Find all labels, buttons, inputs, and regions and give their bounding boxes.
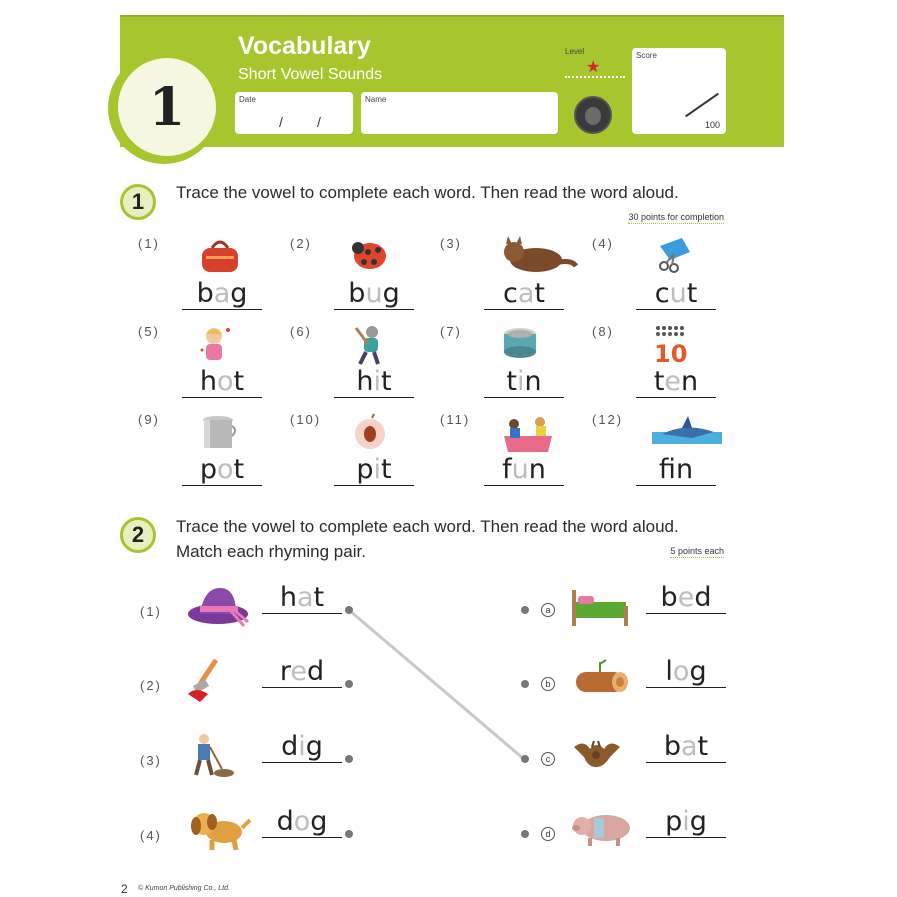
word-suffix: t — [686, 278, 698, 309]
trace-vowel[interactable]: i — [373, 366, 382, 397]
score-field[interactable] — [632, 48, 726, 134]
trace-vowel[interactable]: i — [516, 366, 525, 397]
option-letter: c — [541, 752, 555, 766]
trace-vowel[interactable]: i — [373, 454, 382, 485]
trace-vowel[interactable]: o — [217, 366, 234, 397]
word-prefix: f — [658, 454, 676, 485]
trace-vowel[interactable]: u — [669, 278, 687, 309]
section-2-instruction-line-2: Match each rhyming pair. — [176, 542, 366, 561]
match-dot-right[interactable] — [521, 606, 529, 614]
word-suffix: t — [233, 366, 245, 397]
date-separator: / — [317, 114, 321, 130]
score-label: Score — [636, 51, 657, 60]
shark-fin-icon — [652, 412, 722, 453]
word-suffix: g — [310, 806, 328, 837]
word-blank[interactable] — [636, 454, 716, 486]
word-blank[interactable] — [646, 806, 726, 838]
trace-vowel[interactable]: u — [511, 454, 529, 485]
match-dot-left[interactable] — [345, 830, 353, 838]
trace-vowel[interactable]: e — [664, 366, 682, 397]
header-top-line — [120, 15, 784, 17]
section-2-badge — [120, 517, 156, 553]
trace-vowel[interactable]: u — [365, 278, 383, 309]
item-number: (5) — [138, 324, 160, 339]
match-dot-left[interactable] — [345, 755, 353, 763]
tin-can-icon — [500, 324, 540, 367]
item-number: (6) — [290, 324, 312, 339]
word-prefix: c — [654, 278, 670, 309]
trace-vowel[interactable]: i — [682, 806, 690, 837]
level-label: Level — [565, 47, 585, 56]
trace-vowel[interactable]: o — [293, 806, 311, 837]
word-suffix: n — [528, 454, 546, 485]
peach-pit-icon — [350, 412, 390, 457]
word-suffix: g — [305, 731, 323, 762]
item-number: (2) — [290, 236, 312, 251]
word-blank[interactable] — [334, 278, 414, 310]
item-number: (11) — [440, 412, 471, 427]
word-suffix: g — [689, 806, 707, 837]
item-number: (1) — [140, 604, 162, 619]
svg-text:10: 10 — [654, 340, 688, 364]
match-dot-right[interactable] — [521, 680, 529, 688]
word-prefix: b — [660, 582, 678, 613]
word-suffix: t — [534, 278, 545, 309]
digging-man-icon — [186, 733, 236, 784]
word-blank[interactable] — [262, 806, 342, 838]
scissors-paper-icon — [652, 236, 692, 279]
option-letter: b — [541, 677, 555, 691]
section-2-points: 5 points each — [670, 546, 724, 556]
item-number: (4) — [592, 236, 614, 251]
word-prefix: h — [356, 366, 374, 397]
trace-vowel[interactable]: e — [290, 656, 307, 687]
name-label: Name — [365, 95, 387, 104]
word-blank[interactable] — [182, 366, 262, 398]
trace-vowel[interactable]: o — [217, 454, 234, 485]
word-blank[interactable] — [484, 454, 564, 486]
word-blank[interactable] — [182, 454, 262, 486]
word-suffix: t — [381, 366, 392, 397]
word-blank[interactable] — [182, 278, 262, 310]
date-label: Date — [239, 95, 256, 104]
trace-vowel[interactable]: a — [296, 582, 314, 613]
word-prefix: d — [276, 806, 294, 837]
hot-girl-icon — [198, 324, 234, 371]
trace-vowel[interactable]: a — [517, 278, 535, 309]
word-suffix: g — [689, 656, 707, 687]
word-blank[interactable] — [484, 278, 564, 310]
date-separator: / — [279, 114, 283, 130]
copyright: © Kumon Publishing Co., Ltd. — [138, 885, 230, 892]
picnic-icon — [500, 412, 556, 457]
word-prefix: b — [663, 731, 681, 762]
section-1-points: 30 points for completion — [628, 212, 724, 222]
word-blank[interactable] — [334, 366, 414, 398]
lesson-circle — [118, 58, 216, 156]
trace-vowel[interactable]: i — [298, 731, 306, 762]
pig-icon — [570, 808, 640, 853]
word-blank[interactable] — [262, 582, 342, 614]
word-prefix: t — [506, 366, 517, 397]
word-suffix: n — [681, 366, 699, 397]
lesson-number: 1 — [148, 76, 186, 138]
match-dot-left[interactable] — [345, 680, 353, 688]
word-suffix: n — [675, 454, 694, 485]
item-number: (10) — [290, 412, 322, 427]
item-number: (8) — [592, 324, 614, 339]
word-blank[interactable] — [646, 656, 726, 688]
bag-icon — [198, 236, 242, 281]
section-1-instruction: Trace the vowel to complete each word. Then read the word aloud. — [176, 183, 679, 202]
word-suffix: g — [230, 278, 248, 309]
word-blank[interactable] — [262, 656, 342, 688]
option-letter: a — [541, 603, 555, 617]
section-1-badge — [120, 184, 156, 220]
item-number: (2) — [140, 678, 162, 693]
cat-icon — [500, 236, 578, 281]
hat-icon — [186, 584, 256, 635]
trace-vowel[interactable]: o — [672, 656, 690, 687]
trace-vowel[interactable]: e — [677, 582, 695, 613]
number-ten-icon — [652, 324, 692, 369]
section-number: 1 — [131, 189, 145, 214]
word-prefix: h — [199, 366, 217, 397]
page-title: Vocabulary — [238, 32, 371, 60]
word-prefix: b — [348, 278, 366, 309]
score-total: 100 — [704, 120, 720, 130]
log-icon — [570, 658, 630, 703]
match-dot-left[interactable] — [345, 606, 353, 614]
name-field[interactable] — [361, 92, 558, 134]
item-number: (4) — [140, 828, 162, 843]
word-suffix: t — [697, 731, 709, 762]
pot-icon — [198, 412, 238, 459]
word-blank[interactable] — [262, 731, 342, 763]
match-dot-right[interactable] — [521, 755, 529, 763]
ladybug-icon — [350, 236, 390, 277]
word-suffix: n — [524, 366, 542, 397]
word-blank[interactable] — [646, 731, 726, 763]
item-number: (7) — [440, 324, 462, 339]
word-prefix: b — [196, 278, 214, 309]
word-suffix: t — [233, 454, 245, 485]
word-blank[interactable] — [636, 278, 716, 310]
trace-vowel[interactable]: a — [213, 278, 231, 309]
word-suffix: g — [382, 278, 400, 309]
word-prefix: p — [356, 454, 374, 485]
score-slash — [685, 93, 719, 118]
word-prefix: h — [279, 582, 297, 613]
bed-icon — [570, 584, 630, 635]
item-number: (12) — [592, 412, 624, 427]
item-number: (3) — [440, 236, 462, 251]
trace-vowel[interactable]: a — [681, 731, 698, 762]
item-number: (9) — [138, 412, 160, 427]
option-letter: d — [541, 827, 555, 841]
word-prefix: p — [665, 806, 683, 837]
paint-brush-icon — [186, 658, 226, 709]
word-suffix: d — [694, 582, 712, 613]
page-number: 2 — [121, 882, 128, 896]
batter-icon — [350, 324, 386, 371]
word-prefix: p — [199, 454, 217, 485]
word-blank[interactable] — [334, 454, 414, 486]
word-suffix: d — [307, 656, 325, 687]
bat-icon — [570, 733, 624, 776]
date-field[interactable] — [235, 92, 353, 134]
word-prefix: c — [503, 278, 518, 309]
level-divider — [565, 76, 625, 78]
word-suffix: t — [313, 582, 325, 613]
page-subtitle: Short Vowel Sounds — [238, 66, 383, 83]
word-blank[interactable] — [646, 582, 726, 614]
section-2-instruction-line-1: Trace the vowel to complete each word. Then read the word aloud. — [176, 517, 679, 536]
word-prefix: t — [653, 366, 665, 397]
word-prefix: d — [281, 731, 299, 762]
item-number: (3) — [140, 753, 162, 768]
mascot-icon — [574, 96, 612, 134]
word-prefix: l — [665, 656, 673, 687]
word-prefix: f — [502, 454, 512, 485]
item-number: (1) — [138, 236, 160, 251]
match-dot-right[interactable] — [521, 830, 529, 838]
word-blank[interactable] — [636, 366, 716, 398]
word-suffix: t — [381, 454, 392, 485]
dog-icon — [186, 808, 252, 857]
star-icon: ★ — [586, 59, 601, 76]
word-prefix: r — [279, 656, 291, 687]
word-blank[interactable] — [484, 366, 564, 398]
section-number: 2 — [131, 522, 145, 547]
